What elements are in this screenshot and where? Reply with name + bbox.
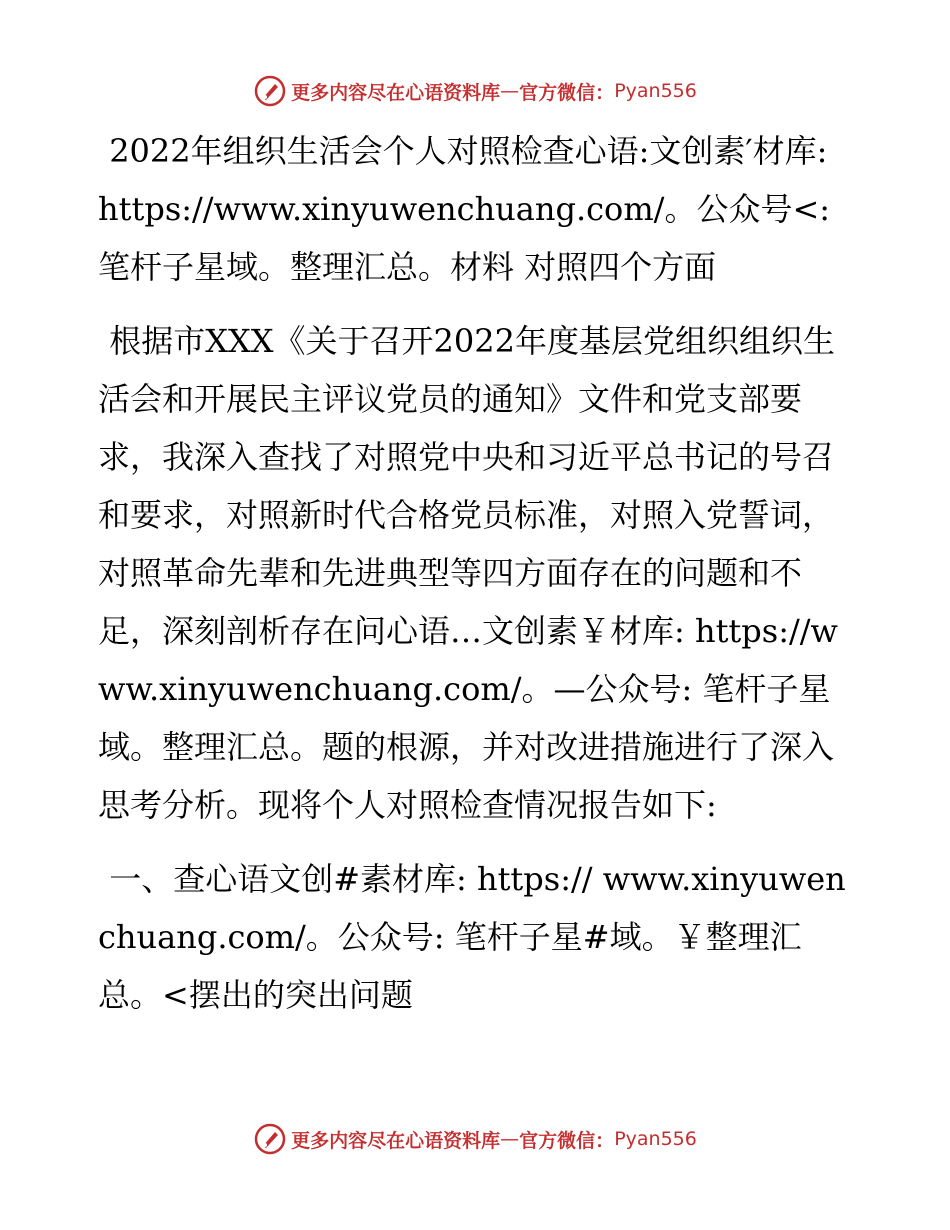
pen-nib-logo-icon <box>253 74 287 108</box>
footer-watermark <box>0 1119 950 1159</box>
watermark-account: Pyan556 <box>614 80 697 102</box>
intro-paragraph: 根据市XXX《关于召开2022年度基层党组织组织生活会和开展民主评议党员的通知》文件和党支部要求，我深入查找了对照党中央和习近平总书记的号召和要求，对照新时代合格党员标准，对照入党誓词，对照革命先辈和先进典型等四方面存在的问题和不足，深刻剖析存在问心语…文创素￥材库: https://www.xinyuwenchuang.com/。—公众号: 笔杆子星域。整理汇总。题的根源，并对改进措施进行了深入思考分析。现将个人对照检查情况报告如下: <box>98 322 838 824</box>
section-heading-paragraph: 一、查心语文创#素材库: https:// www.xinyuwenchuang.com/。公众号: 笔杆子星#域。￥整理汇总。<摆出的突出问题 <box>98 860 846 1014</box>
watermark-account: Pyan556 <box>614 1128 697 1150</box>
pen-nib-logo-icon <box>253 1122 287 1156</box>
watermark-official-label: 官方微信： <box>519 1129 615 1152</box>
watermark-separator: — <box>500 80 520 102</box>
watermark-text: 更多内容尽在心语资料库 <box>291 1129 501 1152</box>
title-paragraph: 2022年组织生活会个人对照检查心语:文创素′材库: https://www.xinyuwenchuang.com/。公众号<: 笔杆子星域。整理汇总。材料 对照四个方面 <box>98 132 831 286</box>
document-body <box>98 122 850 1040</box>
watermark-text: 更多内容尽在心语资料库 <box>291 81 501 104</box>
watermark-separator: — <box>500 1128 520 1150</box>
header-watermark <box>0 71 950 111</box>
watermark-official-label: 官方微信： <box>519 81 615 104</box>
